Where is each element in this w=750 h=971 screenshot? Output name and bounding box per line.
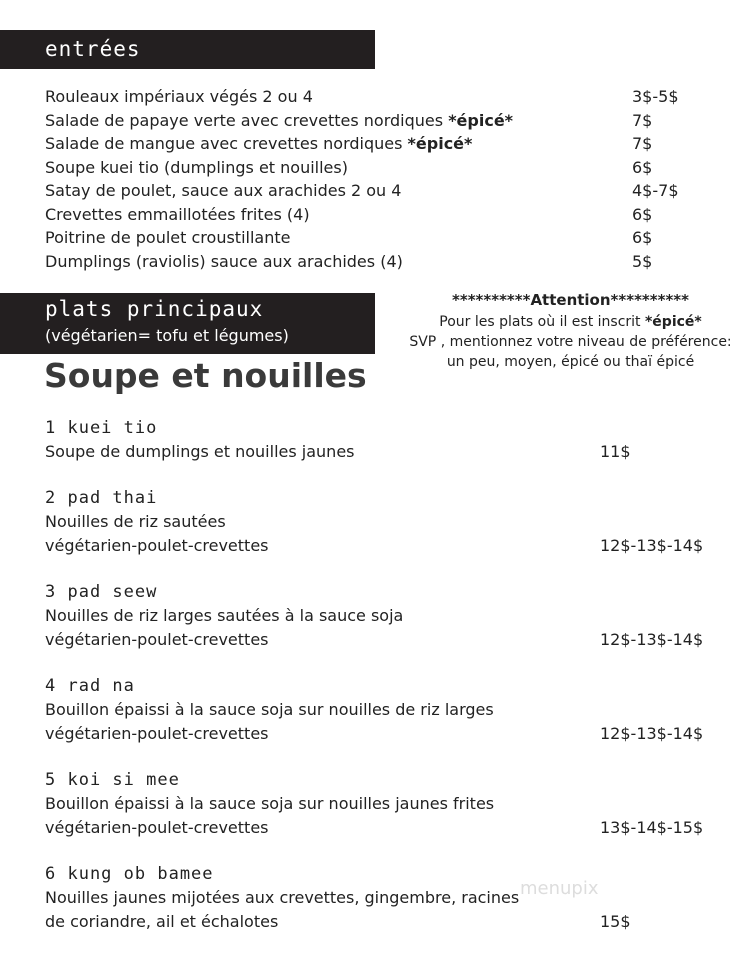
entree-name: Salade de mangue avec crevettes nordiques xyxy=(45,134,408,153)
entree-price: 7$ xyxy=(632,134,653,153)
entree-name: Soupe kuei tio (dumplings et nouilles) xyxy=(45,157,348,177)
dish-description: Soupe de dumplings et nouilles jaunes xyxy=(45,442,355,461)
dish-price: 12$-13$-14$ xyxy=(600,724,704,743)
entree-name: Rouleaux impériaux végés 2 ou 4 xyxy=(45,87,313,106)
dish-title: 5 koi si mee xyxy=(45,770,180,790)
entree-price: 7$ xyxy=(632,110,653,130)
dish-price: 13$-14$-15$ xyxy=(600,818,704,837)
dish-description: végétarien-poulet-crevettes xyxy=(45,724,269,743)
dish-price: 15$ xyxy=(600,912,631,931)
dish-price: 11$ xyxy=(600,442,631,461)
section-title: Soupe et nouilles xyxy=(44,356,367,395)
dish-description: Nouilles de riz sautées xyxy=(45,512,226,531)
spicy-label: *épicé* xyxy=(448,110,514,130)
entree-item xyxy=(45,111,513,131)
dish-description: Bouillon épaissi à la sauce soja sur nouilles de riz larges xyxy=(45,700,494,719)
dish-description: végétarien-poulet-crevettes xyxy=(45,630,269,649)
dish-description: Nouilles jaunes mijotées aux crevettes, gingembre, racines xyxy=(45,888,520,907)
entree-price: 4$-7$ xyxy=(632,181,679,200)
entree-price: 3$-5$ xyxy=(632,87,679,106)
entree-item xyxy=(45,205,310,225)
dish-title: 3 pad seew xyxy=(45,582,158,602)
entree-price: 6$ xyxy=(632,228,653,247)
dish-description: Bouillon épaissi à la sauce soja sur nouilles jaunes frites xyxy=(45,794,495,813)
entrees-header xyxy=(0,30,375,69)
entree-item xyxy=(45,181,401,201)
plats-header xyxy=(0,293,375,354)
attention-title: **********Attention********** xyxy=(452,291,689,309)
dish-description: Nouilles de riz larges sautées à la sauce soja xyxy=(45,606,404,625)
attention-line3: un peu, moyen, épicé ou thaï épicé xyxy=(446,354,695,370)
dish-description: de coriandre, ail et échalotes xyxy=(45,912,279,931)
dish-title: 1 kuei tio xyxy=(45,418,158,438)
watermark: menupix xyxy=(520,878,599,899)
attention-spicy: *épicé* xyxy=(644,314,702,330)
entree-item xyxy=(45,252,403,272)
attention-line1-text: Pour les plats où il est inscrit xyxy=(439,314,645,330)
entree-price: 6$ xyxy=(632,157,653,177)
entree-item xyxy=(45,228,290,248)
dish-price: 12$-13$-14$ xyxy=(600,630,704,649)
entree-item xyxy=(45,158,348,178)
dish-description: végétarien-poulet-crevettes xyxy=(45,818,269,837)
dish-price: 12$-13$-14$ xyxy=(600,536,704,555)
entree-item xyxy=(45,134,472,154)
entree-name: Dumplings (raviolis) sauce aux arachides (4) xyxy=(45,251,403,271)
spicy-label: *épicé* xyxy=(407,134,473,153)
entrees-title: entrées xyxy=(45,37,141,61)
entree-name: Salade de papaye verte avec crevettes nordiques xyxy=(45,110,449,130)
entree-price: 6$ xyxy=(632,204,653,224)
plats-subtitle: (végétarien= tofu et légumes) xyxy=(45,326,289,345)
plats-title: plats principaux xyxy=(45,297,264,321)
attention-line2: SVP , mentionnez votre niveau de préférence: xyxy=(409,334,732,350)
entree-price: 5$ xyxy=(632,251,653,271)
dish-description: végétarien-poulet-crevettes xyxy=(45,536,269,555)
entree-item xyxy=(45,87,313,107)
attention-line1 xyxy=(398,312,743,332)
entree-name: Satay de poulet, sauce aux arachides 2 ou 4 xyxy=(45,181,402,200)
entree-name: Crevettes emmaillotées frites (4) xyxy=(45,204,310,224)
entree-name: Poitrine de poulet croustillante xyxy=(45,228,291,247)
dish-title: 2 pad thai xyxy=(45,488,158,508)
dish-title: 6 kung ob bamee xyxy=(45,864,214,884)
dish-title: 4 rad na xyxy=(45,676,135,696)
